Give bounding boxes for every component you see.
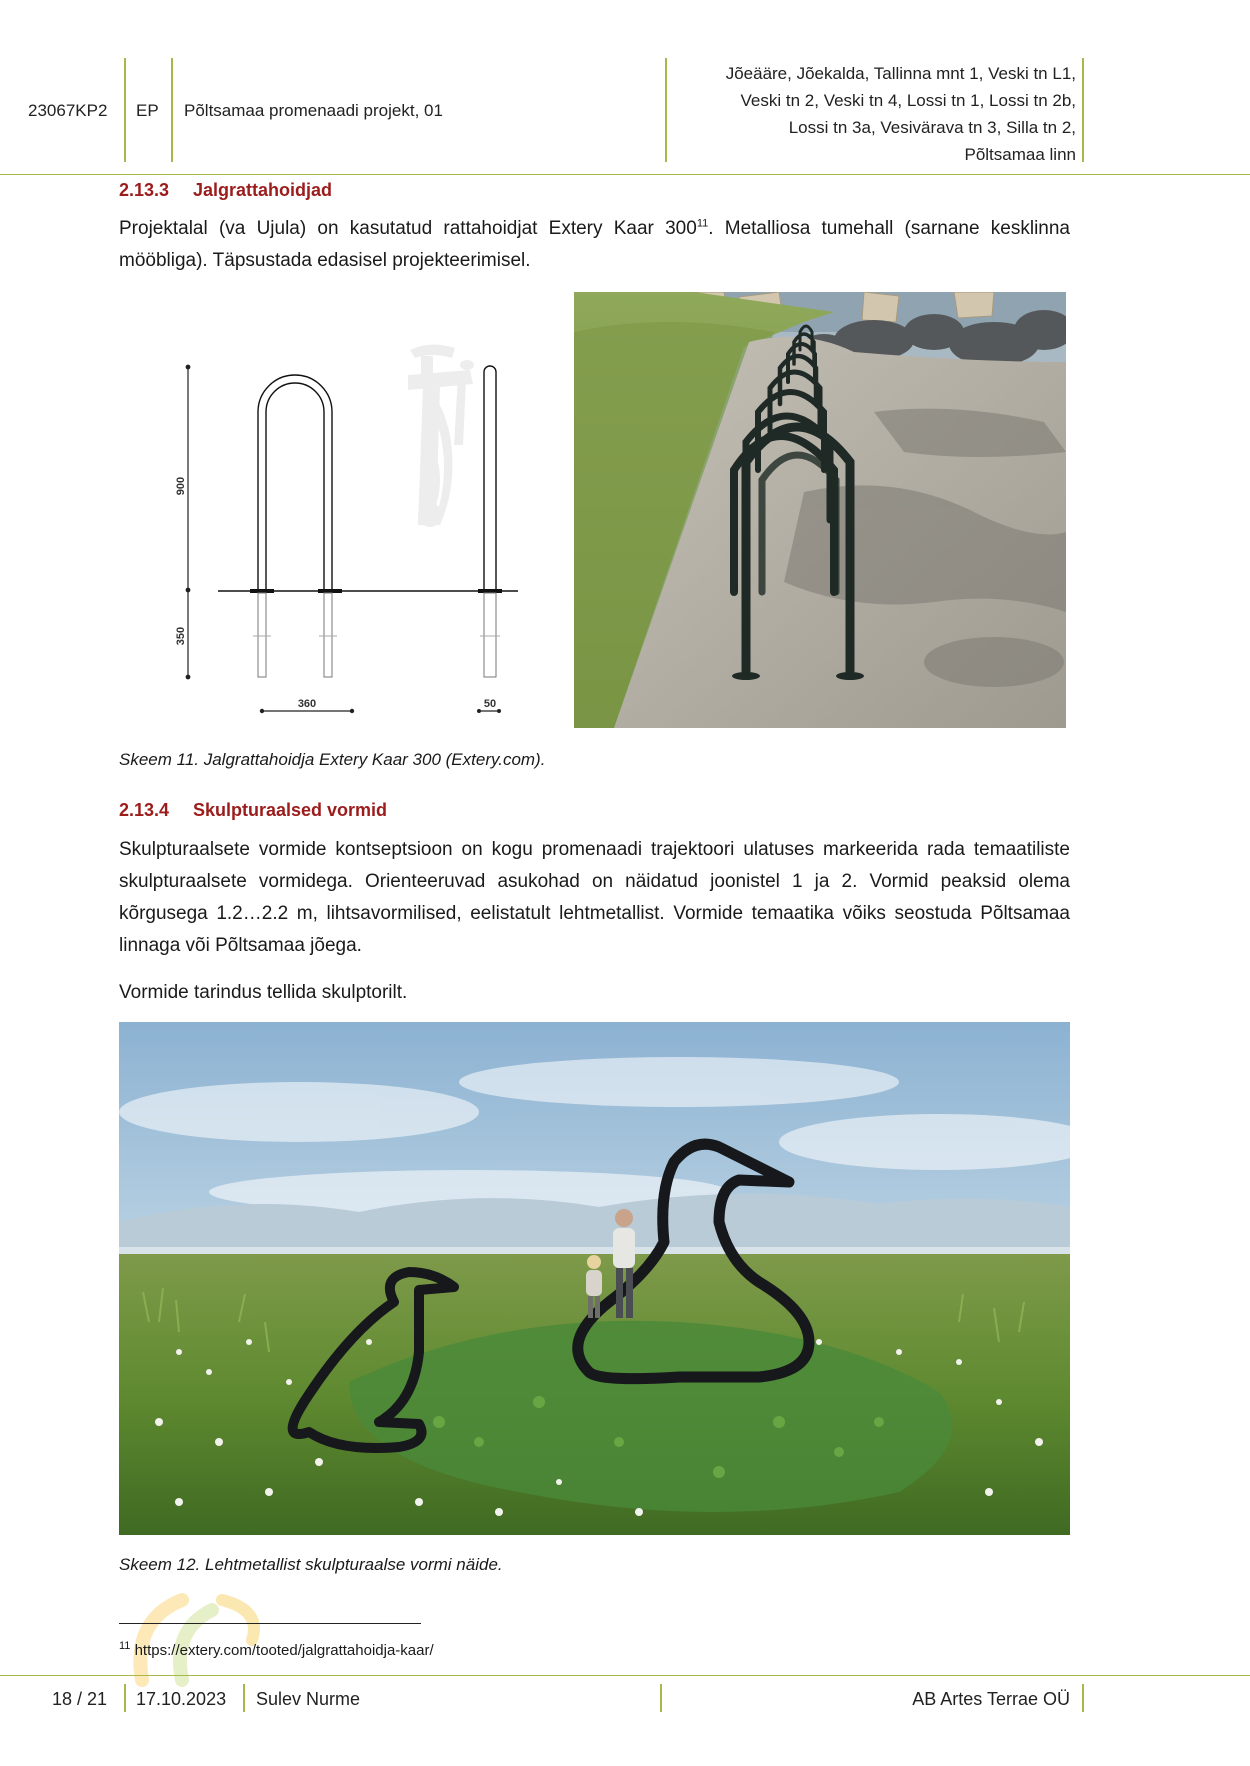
footer-rule <box>0 1675 1250 1676</box>
doc-code: 23067KP2 <box>28 101 108 120</box>
section-title: Skulpturaalsed vormid <box>193 800 388 820</box>
header-rule <box>0 174 1250 175</box>
footer-divider <box>1082 1684 1084 1712</box>
sculpture-paragraph: Skulpturaalsete vormide kontseptsioon on kogu promenaadi trajektoori ulatuses markeerida rada temaatiliste skulpturaalsete vormidega. Orienteeruvad asukohad on näidatud joonistel 1 ja 2. Vormid peaksid olema kõrgusega 1.2…2.2 m, lihtsavormilised, eelistatult lehtmetallist. Vormide temaatika võiks seostuda Põltsamaa linnaga või Põltsamaa jõega. <box>119 839 1070 956</box>
address-block <box>726 60 1076 168</box>
dimension-label: 50 <box>483 698 497 710</box>
footer-date: 17.10.2023 <box>136 1689 227 1709</box>
figure-caption: Skeem 12. Lehtmetallist skulpturaalse vormi näide. <box>119 1555 503 1574</box>
address-line: Jõeääre, Jõekalda, Tallinna mnt 1, Veski tn L1, <box>725 64 1076 83</box>
section-number: 2.13.4 <box>119 800 170 820</box>
header-divider <box>171 58 173 162</box>
section-heading <box>119 180 332 201</box>
footer-company: AB Artes Terrae OÜ <box>912 1689 1070 1709</box>
footnote <box>119 1642 434 1659</box>
footer-divider <box>660 1684 662 1712</box>
bike-rack-paragraph <box>119 213 1070 277</box>
rack-front-view <box>258 375 332 591</box>
bike-rack-photo <box>574 292 1066 728</box>
header-divider <box>665 58 667 162</box>
dimension-label: 900 <box>175 476 187 496</box>
paragraph-text: . Metalliosa tumehall (sarnane kesklinna mööbliga). Täpsustada edasisel projekteerimisel. <box>119 218 1070 271</box>
project-title: Põltsamaa promenaadi projekt, 01 <box>184 101 443 120</box>
figure-caption: Skeem 11. Jalgrattahoidja Extery Kaar 300 (Extery.com). <box>119 750 546 769</box>
footer-divider <box>243 1684 245 1712</box>
sculpture-paragraph: Vormide tarindus tellida skulptorilt. <box>119 982 408 1003</box>
page-number: 18 / 21 <box>52 1689 108 1709</box>
address-line: Põltsamaa linn <box>964 145 1076 164</box>
company-logo-watermark <box>122 1580 272 1690</box>
footnote-separator <box>119 1623 421 1624</box>
section-number: 2.13.3 <box>119 180 170 200</box>
header-divider <box>1082 58 1084 162</box>
footer-author: Sulev Nurme <box>256 1689 361 1709</box>
dimension-label: 360 <box>297 698 317 710</box>
sculpture-render <box>119 1022 1070 1535</box>
footer-divider <box>124 1684 126 1712</box>
stage-label: EP <box>136 101 159 120</box>
bike-rack-drawing <box>140 300 540 730</box>
address-line: Veski tn 2, Veski tn 4, Lossi tn 1, Lossi tn 2b, <box>740 91 1076 110</box>
rack-side-view <box>484 366 496 591</box>
bicycle-silhouette-icon <box>408 344 474 527</box>
footnote-link[interactable]: https://extery.com/tooted/jalgrattahoidja-kaar/ <box>134 1642 434 1659</box>
address-line: Lossi tn 3a, Vesivärava tn 3, Silla tn 2, <box>788 118 1076 137</box>
section-heading <box>119 800 387 821</box>
header-divider <box>124 58 126 162</box>
dimension-label: 350 <box>175 626 187 646</box>
paragraph-text: Projektalal (va Ujula) on kasutatud rattahoidjat Extery Kaar 300 <box>119 218 697 239</box>
footnote-number: 11 <box>119 1640 131 1652</box>
section-title: Jalgrattahoidjad <box>193 180 333 200</box>
footnote-ref[interactable]: 11 <box>696 217 709 230</box>
